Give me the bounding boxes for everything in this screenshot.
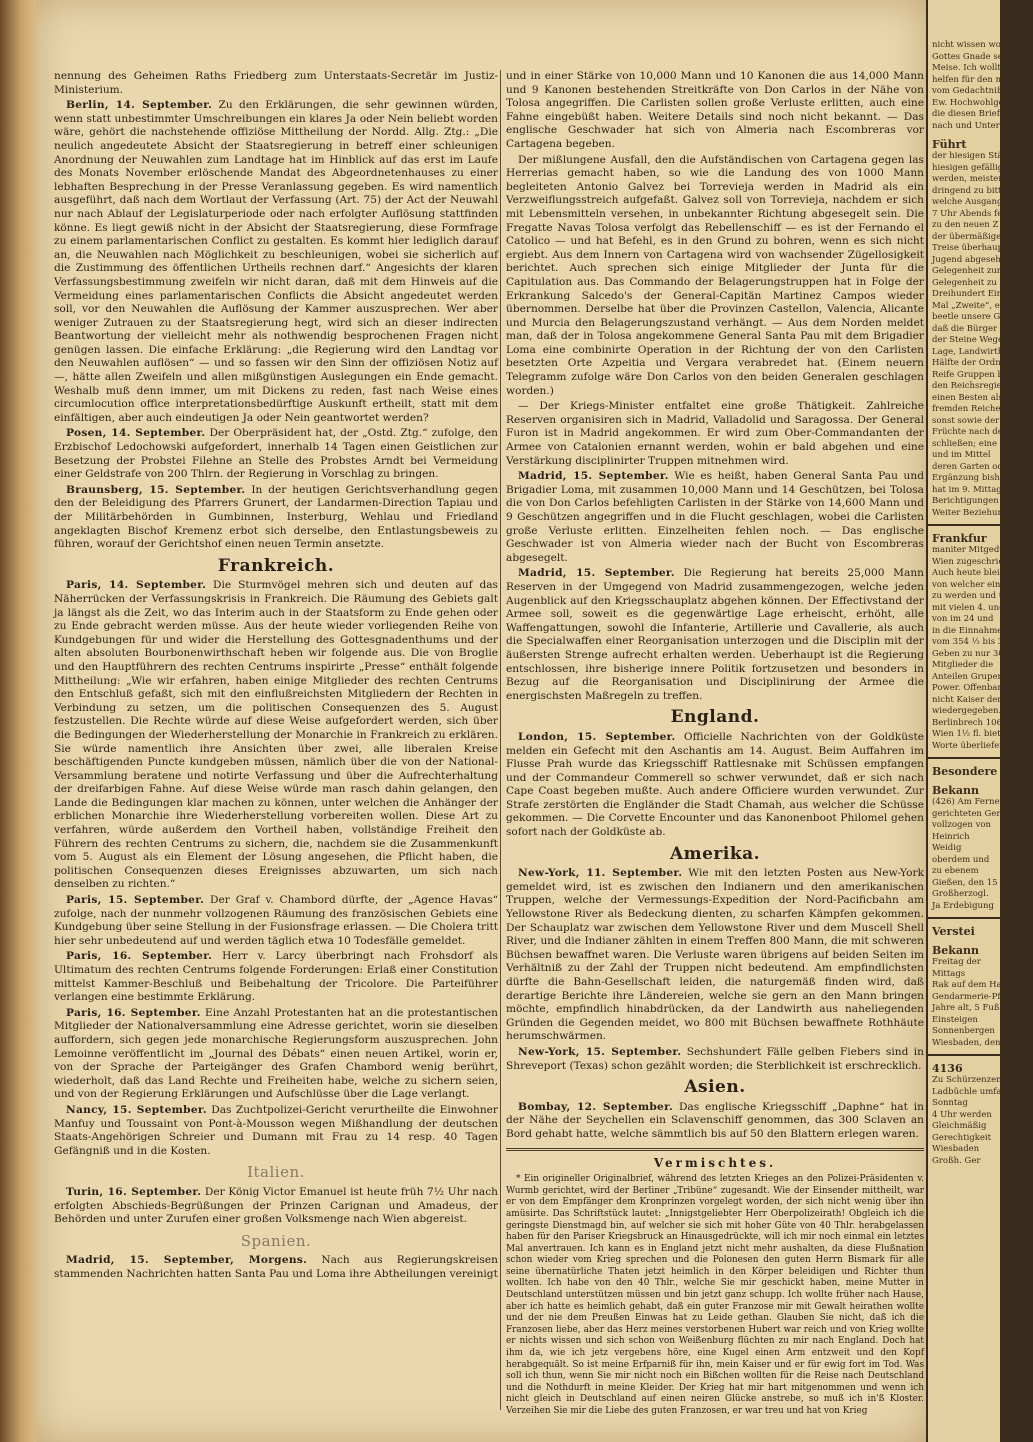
strip-text-line: und im Mittel (932, 450, 991, 460)
strip-text-line: maniter Mitgedüng (932, 545, 1016, 555)
strip-text-line: Gießen, den 15 (932, 877, 998, 888)
strip-text-line: einen Besten als (932, 392, 1003, 403)
strip-heading: Bekann (932, 944, 980, 957)
strip-text-line: Ew. Hochwohlgebo (932, 97, 1015, 108)
strip-heading: Besondere B (932, 765, 1011, 778)
strip-text-line: Jahre alt, 5 Fuß (932, 1003, 1000, 1013)
strip-text-line: Mittags (932, 968, 966, 979)
strip-text-line: Großh. Ger (932, 1155, 981, 1166)
article-berlin (54, 99, 498, 425)
article-text: Nach aus Regierungskreisen stammenden Nachrichten hatten Santa Pau und Loma ihre Abtheilungen vereinigt (54, 1254, 499, 1280)
strip-text-line: Wiesbaden, den (932, 1037, 1001, 1048)
article-new-york (506, 1046, 924, 1073)
article-madrid (506, 470, 924, 565)
article-turin (54, 1186, 498, 1227)
dateline: Paris, 16. September. (66, 950, 213, 963)
article-text: Das englische Kriegsschiff „Daphne“ hat in der Nähe der Seychellen ein Sclavenschiff genommen, das 300 Sclaven an Bord gehabt hatte, welche sämmtlich bis auf 50 den Blattern erlegen waren. (506, 1100, 924, 1140)
strip-text-line: fremden Reiches (932, 404, 1005, 414)
article-paris (54, 1007, 498, 1102)
strip-text-line: Jugend abgesehen (932, 254, 1012, 265)
article-text: Officielle Nachrichten von der Goldküste melden ein Gefecht mit den Aschantis am 14. August. Beim Auffahren im Flusse Prah wurde das Kriegsschiff Rattlesnake mit Schüssen empfangen und der Commandeur Commerell so schwer verwundet, daß er sich nach Cape Coast begeben mußte. Auch andere Officiere wurden verwundet. Zur Strafe zerstörten die Engländer die Stadt Chamah, aus welcher die Schüsse gekommen. — Die Corvette Encounter und das Kanonenboot Philomel gehen sofort nach der Goldküste ab. (506, 730, 924, 839)
dateline: Madrid, 15. September, Morgens. (66, 1254, 308, 1267)
strip-text-line: wiedergegeben. Von (932, 706, 1020, 716)
strip-text-line: von im 24 und (932, 614, 994, 624)
strip-text-line: Sonnenbergen (932, 1026, 995, 1036)
strip-text-line: zu ebenem (932, 866, 979, 876)
section-heading-italien: Italien. (247, 1163, 305, 1182)
adjacent-page-strip (928, 0, 1033, 1442)
strip-text-line: Geben zu nur 30 und (932, 648, 1023, 659)
strip-text-line: welche Ausgang (932, 197, 1003, 207)
strip-text-line: Anteilen Grupen (932, 671, 1003, 682)
article-nancy (54, 1104, 498, 1158)
strip-text-line: nicht Kaiser den Be (932, 694, 1017, 705)
strip-text-line: nicht wissen wol (932, 40, 1004, 50)
strip-text-line: vollzogen von (932, 820, 991, 830)
strip-text-line: Gendarmerie-Pfer (932, 991, 1010, 1002)
article-braunsberg (54, 484, 498, 552)
dateline: London, 15. September. (518, 730, 676, 743)
section-heading-vermischtes: Vermischtes. (653, 1155, 777, 1170)
section-heading-amerika: Amerika. (669, 843, 761, 864)
section-heading-frankreich: Frankreich. (217, 555, 335, 576)
strip-text-line: Weidig (932, 843, 962, 853)
strip-text-line: daß die Bürger (932, 323, 998, 334)
strip-heading: Bekann (932, 784, 980, 797)
book-spine-edge (0, 0, 36, 1442)
strip-text-line: Wien 1½ fl. bieten (932, 729, 1012, 739)
strip-text-line: Ja Erdebigung (932, 900, 994, 911)
strip-text-line: Rak auf dem Hau (932, 980, 1008, 990)
strip-text-line: 4 Uhr werden (932, 1109, 992, 1120)
article-text: In der heutigen Gerichtsverhandlung gegen den der Beleidigung des Pfarrers Grunert, der Landarmen-Direction Tapiau und der Militärbehörden in Gumbinnen, Insterburg, Wehlau und Friedland angeklagten Bischof Kremenz erbot sich derselbe, den Entlastungsbeweis zu führen, worauf der Gerichtshof einen neuen Termin ansetzte. (54, 483, 498, 551)
article-paris (54, 579, 498, 892)
strip-text-line: (426) Am Ferner (932, 797, 1004, 807)
strip-heading: Führt (932, 138, 967, 151)
article-text: Der Graf v. Chambord dürfte, der „Agence Havas“ zufolge, nach der nunmehr vollzogenen Räumung des französischen Gebiets eine Kundgebung über seine Stellung in der Fusionsfrage erlassen. — Die Cholera tritt hier sehr unbedeutend auf und werden täglich etwa 10 Todesfälle gemeldet. (54, 894, 499, 947)
strip-text-line: Gelegenheit zur (932, 266, 1001, 276)
strip-text-line: der Steine Wege (932, 335, 1003, 345)
column-divider (500, 70, 501, 1410)
strip-divider (928, 524, 1000, 526)
section-divider (506, 1148, 924, 1151)
article-text: Wie es heißt, haben General Santa Pau und Brigadier Loma, mit zusammen 10,000 Mann und 14 Geschützen, bei Tolosa die von Don Carlos befehligten Carlisten in der Stärke von 14,600 Mann und 9 Geschützen angegriffen und in die Flucht geschlagen, wobei die Carlisten große Verluste erlitten. Einzelheiten fehlen noch. — Das englische Geschwader ist von Almeria wieder nach der Bucht von Escombreras abgesegelt. (506, 470, 924, 564)
strip-text-line: Zu Schürzenzen (932, 1075, 1002, 1085)
strip-divider (928, 917, 1000, 919)
dateline: Paris, 14. September. (66, 579, 207, 592)
article-continuation: nennung des Geheimen Raths Friedberg zum Unterstaats-Secretär im Justiz-Ministerium. (54, 70, 498, 96)
article-text: Die Regierung hat bereits 25,000 Mann Reserven in der Umgegend von Madrid zusammengezogen, welche jeden Augenblick auf den Kriegsschauplatz abgehen können. Der Effectivstand der Armee soll, soweit es die gegenwärtige Lage erheischt, erhöht, alle Waffengattungen, sowohl die Infanterie, Artillerie und Cavallerie, als auch die Specialwaffen einer Reorganisation unterzogen und die Disciplin mit der äußersten Strenge aufrecht erhalten werden. Ueberhaupt ist die Regierung entschlossen, ihre bisherige innere Politik fortzusetzen und besonders in Bezug auf die Reorganisation und Disciplinirung der Armee die energischsten Maßregeln zu treffen. (506, 567, 924, 702)
strip-text-line: hiesigen gefälliges (932, 162, 1013, 173)
article-text: Wie mit den letzten Posten aus New-York gemeldet wird, ist es zwischen den Indianern und den amerikanischen Truppen, welche der Vermessungs-Expedition der Nord-Pacificbahn am Yellowstone River als Bedeckung dienten, zu scharfen Kämpfen gekommen. Der Schauplatz war zwischen dem Yellowstone River und dem Muscell Shell River, und die Indianer zählten in einem Treffen 800 Mann, die mit schweren Büchsen bewaffnet waren. Die Verluste waren übrigens auf beiden Seiten im Verhältniß zu der Zahl der Truppen nicht bedeutend. Am empfindlichsten dürfte die Bahn-Gesellschaft leiden, die naturgemäß finden wird, daß derartige Berichte ihre Ländereien, welche sie gern an den Mann bringen möchte, empfindlich hinabdrücken, da der Landwirth aus naheliegenden Gründen die Gegenden meidet, wo 800 mit Büchsen bewaffnete Rothhäute herumschwärmen. (506, 867, 924, 1043)
article-text: Sechshundert Fälle gelben Fiebers sind in Shreveport (Texas) schon gezählt worden; die Sterblichkeit ist erschrecklich. (506, 1045, 924, 1072)
article-text: Der Oberpräsident hat, der „Ostd. Ztg.“ zufolge, den Erzbischof Ledochowski aufgefordert, innerhalb 14 Tagen einen Geistlichen zur Besetzung der Probstei Filehne an Stelle des Probstes Arndt bei Vermeidung einer Geldstrafe von 200 Thlrn. der Regierung in Vorschlag zu bringen. (54, 427, 499, 481)
article-text: * Ein origineller Originalbrief, während des letzten Krieges an den Polizei-Präsidenten v. Wurmb gerichtet, wird der Berliner „Tribüne“ zugesandt. Wie der Einsender mittheilt, war er von dem Empfänger dem Kronprinzen vorgelegt worden, der sich nicht wenig über ihn amüsirte. Das Schriftstück lautet: „Innigstgeliebter Herr Oberpolizeirath! Obgleich ich die geringste Dienstmagd bin, auf welcher sie sich mit hoher Güte von 40 Thlr. herabgelassen haben für den Pariser Kriegsbruck an Hinausgedrückte, will ich mir noch einmal ein letztes Mal anvertrauen. Ich kann es in England jetzt nicht mehr aushalten, da diese Flußnation schon wieder vom Krieg sprechen und die Polonesen den guten Herrn Bismark für alle seine übernatürliche Thaten jetzt heimlich in den Körper beleidigen und Richter thun wollten. Ich habe von den 40 Thlr., welche Sie mir geschickt haben, meine Mutter in Deutschland unterstützen müssen und bin jetzt ganz schupp. Ich wollte früher nach Hause, aber ich hatte es heimlich gehabt, daß ein guter Franzose mir mit Gewalt heirathen wollte und der nie dem Preußen Einwas hat zu Leide gethan. Glauben Sie nicht, daß ich die Franzosen liebe, aber das Herz meines verstorbenen Hubert war reich und von Krieg wollte er nichts wissen und sich schon von Weißenburg flüchten zu mir nach England. Doch hat ihm da, wie ich jetz vergebens höre, eine Kugel einen Arm entzweit und den Kopf herabgequält. So ist meine Erfparniß für ihn, mein Kaiser und er für ewig fort im Tod. Was soll ich thun, wenn Sie mir nicht noch ein Bißchen wollten für die Reise nach Deutschland und die Nothdurft in meine Kleider. Der Krieg hat mir hart mitgenommen und wenn ich nicht gleich in Deutschland auf einen neiren Glücke anstrebe, so muß ich in'ß Kloster. Verzeihen Sie mir die Liebe des guten Franzosen, er war treu und hat von Krieg (506, 1174, 924, 1416)
strip-text-line: Großherzogl. (932, 889, 989, 899)
strip-text-line: gerichteten Gerichts (932, 808, 1022, 819)
strip-text-line: zu werden und über (932, 591, 1019, 601)
article-cartagena: Der mißlungene Ausfall, den die Aufständischen von Cartagena gegen las Herrerias gemacht haben, so wie die Landung des von 1000 Mann begleiteten Antonio Galvez bei Torrevieja werden in Madrid als ein Verzweiflungsstreich aufgefaßt. Galvez soll von Torrevieja, nachdem er sich mit Lebensmitteln versehen, in unbekannter Richtung abgesegelt sein. Die Fregatte Navas Tolosa verfolgt das Rebellenschiff — es ist der Fernando el Catolico — und hat Befehl, es in den Grund zu bohren, wenn es sich nicht ergiebt. Aus dem Innern von Cartagena wird von wachsender Zügellosigkeit berichtet. Auch sprechen sich einige Mitglieder der Junta für die Capitulation aus. Das Commando der Belagerungstruppen hat in Folge der Erkrankung Salcedo's der General-Capitän Martinez Campos wieder übernommen. Derselbe hat über die Provinzen Castellon, Valencia, Alicante und Murcia den Belagerungszustand verhängt. — Aus dem Norden meldet man, daß der in Tolosa angekommene General Santa Pau mit dem Brigadier Loma eine combinirte Operation in der Richtung der von den Carlisten besetzten Orte Azpeitia und Vergara verabredet hat. (Einem neuern Telegramm zufolge wäre Don Carlos von den beiden Generalen geschlagen worden.) (506, 153, 924, 397)
article-text: Eine Anzahl Protestanten hat an die protestantischen Mitglieder der Nationalversammlung eine Adresse gerichtet, worin sie dieselben auffordern, sich gegen jede monarchische Regierungsform auszusprechen. John Lemoinne veröffentlicht im „Journal des Débats“ einen neuen Artikel, worin er, von der Sprache der Parteigänger des Grafen Chambord wenig berührt, wiederholt, daß das Land Rechte und Freiheiten habe, welche zu sichern seien, und von der Regierung Erklärungen und Aufschlüsse über die Lage verlangt. (54, 1006, 499, 1101)
dateline: Braunsberg, 15. September. (66, 483, 246, 496)
left-column (54, 70, 498, 1430)
strip-text-line: schließen; eine Periode (932, 438, 1033, 449)
strip-text-line: den Reichsregierung (932, 381, 1023, 391)
strip-text-line: Ladbüchle umfasste (932, 1086, 1019, 1097)
strip-text-line: Berichtigungen devo (932, 496, 1022, 506)
strip-text-line: in die Einnahmeben (932, 625, 1019, 636)
strip-text-line: Heinrich (932, 831, 970, 842)
strip-text-line: deren Garten oder (932, 461, 1012, 472)
strip-text-line: Power. Offenbar (932, 683, 1002, 693)
strip-text-line: Worte überliefert (932, 740, 1007, 751)
strip-text-line: Gelegenheit zu bedie (932, 277, 1024, 288)
article-madrid (54, 1254, 498, 1281)
strip-heading: Verstei (932, 925, 975, 938)
strip-text-line: zu den neuen Z (932, 220, 999, 230)
strip-text-line: Gottes Gnade se (932, 51, 1003, 62)
strip-text-line: Berlinbrech 106 (932, 717, 1002, 728)
dateline: Madrid, 15. September. (518, 567, 675, 580)
strip-text-line: Treise überhaupt (932, 243, 1007, 253)
strip-text-line: Mitglieder die (932, 660, 994, 670)
newspaper-page (36, 0, 926, 1442)
strip-text-line: Mal „Zweite“, ehr (932, 300, 1010, 311)
strip-text-line: Ergänzung bisher (932, 473, 1009, 483)
section-heading-asien: Asien. (684, 1077, 746, 1098)
strip-text-line: Dreihundert Einwo (932, 289, 1015, 299)
article-paris (54, 894, 498, 948)
dateline: Nancy, 15. September. (66, 1103, 207, 1116)
article-kriegsminister: — Der Kriegs-Minister entfaltet eine große Thätigkeit. Zahlreiche Reserven organisiren sich in Madrid, Valladolid und Saragossa. Der General Furon ist in Madrid angekommen. Er wird zum Ober-Commandanten der Armee von Catalonien ernannt werden, wohin er bald abgehen und eine Verstärkung disciplinirter Truppen mitnehmen wird. (506, 400, 924, 467)
dateline: New-York, 11. September. (518, 867, 683, 880)
article-continuation: und in einer Stärke von 10,000 Mann und 10 Kanonen die aus 14,000 Mann und 9 Kanonen bestehenden Streitkräfte von Don Carlos in der Nähe von Tolosa angegriffen. Die Carlisten sollen große Verluste erlitten, auch eine Fahne eingebüßt haben. Weitere Details sind noch nicht bekannt. — Das englische Geschwader hat sich von Almeria nach Escombreras vor Cartagena begeben. (506, 70, 924, 150)
dateline: Madrid, 15. September. (518, 470, 669, 483)
strip-divider (928, 757, 1000, 759)
article-bombay (506, 1101, 924, 1142)
strip-text-line: hat im 9. Mittags (932, 484, 1007, 495)
strip-text-line: Gleichmäßig (932, 1121, 987, 1131)
strip-spacer (928, 0, 1000, 40)
dateline: Paris, 16. September. (66, 1006, 201, 1019)
strip-text-line: Einsteigen (932, 1014, 978, 1025)
strip-text-line: Wien zugeschrieben (932, 556, 1020, 567)
strip-text-line: Wiesbaden (932, 1144, 980, 1154)
strip-text-line: beetle unsere Gere (932, 312, 1015, 322)
strip-text-line: Meise. Ich wollte (932, 63, 1006, 73)
strip-text-line: Reife Gruppen be (932, 369, 1008, 380)
strip-text-line: vom 354 ½ bis 355 (932, 637, 1014, 647)
strip-divider (928, 1054, 1000, 1056)
section-heading-spanien: Spanien. (240, 1231, 312, 1250)
strip-text-line: Hälfte der Ordnun (932, 358, 1012, 368)
strip-text-line: werden, meistens (932, 174, 1009, 184)
strip-text-line: von welcher einige (932, 579, 1014, 590)
dateline: Paris, 15. September. (66, 894, 205, 907)
article-paris (54, 950, 498, 1004)
strip-text-line: Lage, Landwirthsch (932, 346, 1018, 357)
strip-text-line: nach und Unterth (932, 120, 1009, 131)
dateline: Turin, 16. September. (66, 1185, 202, 1198)
right-column (506, 70, 924, 1430)
strip-text-line: die diesen Brief (932, 109, 1000, 119)
article-text: Herr v. Larcy überbringt nach Frohsdorf als Ultimatum des rechten Centrums folgende Forderungen: Erlaß einer Constitution mittelst Kammer-Beschluß und Beibehaltung der Tricolore. Die Parteiführer verlangen eine bestimmte Erklärung. (54, 950, 498, 1004)
dateline: Posen, 14. September. (66, 427, 206, 440)
strip-text-line: Sonntag (932, 1098, 968, 1108)
article-london (506, 731, 924, 840)
article-new-york (506, 867, 924, 1044)
article-text: Die Sturmvögel mehren sich und deuten auf das Näherrücken der Verfassungskrisis in Frankreich. Die Räumung des Gebiets galt ja längst als die Zeit, wo das Interim auch in der Staatsform zu Ende gehen oder zu Ende gebracht werden müsse. Aus der heute wieder vorliegenden Reihe von Kundgebungen für und wider die Herstellung des Gottesgnadenthums und der alten absoluten Bourbonenwirthschaft heben wir folgende aus. Die von Broglie und den Hauptführern des rechten Centrums inspirirte „Presse“ enthält folgende Mittheilung: „Wie wir erfahren, haben einige Mitglieder des rechten Centrums den Entschluß gefaßt, sich mit den einflußreichsten Mitgliedern der Rechten in Verbindung zu setzen, um die politischen Consequenzen des 5. August festzustellen. Die Rechte würde auf diese Weise aufgefordert werden, sich über die Bedingungen der Wiederherstellung der Monarchie in Frankreich zu erklären. Sie würde namentlich ihre Ansichten über zwei, alle liberalen Kreise beschäftigenden Puncte kundgeben müssen, nämlich über die von der National-Versammlung beratene und notirte Verfassung und über die Aufrechterhaltung der dreifarbigen Fahne. Auf diese Weise würde man rasch dahin gelangen, den Lande die Bedingungen klar machen zu können, unter welchen die Anhänger der erblichen Monarchie ihre Wiederherstellung vorbereiten wollen. Diese Art zu verfahren, würde außerdem den Vortheil haben, vollständige Freiheit den Führern des rechten Centrums zu sichern, die, nachdem sie die Zusammenkunft vom 5. August als ein Element der Lösung angesehen, die Pflicht haben, die politischen Consequenzen dieses Ereignisses abzuwarten, um sich nach denselben zu richten.“ (54, 579, 498, 891)
strip-text-line: der hiesigen Städt (932, 151, 1012, 161)
strip-text-line: oberdem und (932, 854, 990, 865)
article-text: Das Zuchtpolizei-Gericht verurtheilte die Einwohner Manfuy und Toussaint von Pont-à-Mousson wegen Mißhandlung der deutschen Staats-Angehörigen Schreier und Dumann mit Frau zu 14 resp. 40 Tagen Gefängniß und in die Kosten. (54, 1103, 498, 1157)
strip-heading: Frankfur (932, 532, 987, 545)
strip-text-line: der übermäßigen (932, 231, 1007, 242)
strip-text-line: Auch heute bleibt bei (932, 568, 1025, 578)
article-madrid (506, 567, 924, 703)
strip-text-line: 7 Uhr Abends fe (932, 208, 1003, 219)
strip-text-line: Früchte nach der (932, 427, 1007, 437)
vermischtes-block (506, 1174, 924, 1417)
strip-text-line: Weiter Beziehungen (932, 507, 1019, 518)
strip-text-line: dringend zu bitten (932, 185, 1012, 196)
article-text: Zu den Erklärungen, die sehr gewinnen würden, wenn statt unbestimmter Umschreibungen ein klares Ja oder Nein beliebt worden wäre, gehört die nachstehende offiziöse Mittheilung der Nordd. Allg. Ztg.: „Die neulich angedeutete Absicht der Staatsregierung in betreff einer schleunigen Anordnung der Neuwahlen zum Landtage hat im Hinblick auf das erst im Laufe des Monats November erlöschende Mandat des Abgeordnetenhauses zu einer lebhaften Besprechung in der Presse Veranlassung gegeben. Es wird namentlich ausgeführt, daß nach dem Wortlaut der Verfassung (Art. 75) der Act der Neuwahl nur nach Ablauf der Legislaturperiode oder nach erfolgter Auflösung stattfinden könne. Es liegt gewiß nicht in der Absicht der Staatsregierung, diese Formfrage zu einem parlamentarischen Conflict zu gestalten. Es kommt hier lediglich darauf an, die Neuwahlen nach Möglichkeit zu beschleunigen, wobei sie sicherlich auf die Zustimmung des öffentlichen Urtheils rechnen darf.“ Angesichts der klaren Verfassungsbestimmung zweifeln wir nicht daran, daß mit dem Hinweis auf die Vermeidung eines parlamentarischen Conflicts die Absicht angedeutet werden soll, vor den Neuwahlen die Auflösung der Kammer auszusprechen. Wer aber weniger Zutrauen zu der Staatsregierung hegt, wird sich an dieser indirecten Beantwortung der vielleicht mehr als nothwendig besprochenen Fragen nicht genügen lassen. Die einfache Erklärung: „die Regierung wird den Landtag vor den Neuwahlen auflösen“ — und so fassen wir den Sinn der offiziösen Notiz auf —, hätte allen Zweifeln und allen mißgünstigen Auslegungen ein Ende gemacht. Weshalb muß denn immer, um mit Dickens zu reden, fast nach Weise eines circumlocution office interpretationsbedürftige Auskunft ertheilt, statt mit dem einfältigen, aber auch eindeutigen Ja oder Nein geantwortet werden? (54, 99, 499, 424)
dateline: New-York, 15. September. (518, 1045, 682, 1058)
strip-text-line: vom Gedachtniß (932, 86, 1003, 96)
dateline: Berlin, 14. September. (66, 99, 213, 112)
article-text: Der König Victor Emanuel ist heute früh 7½ Uhr nach erfolgten Abschieds-Begrüßungen der Prinzen Carignan und Amadeus, der Behörden und unter Zurufen einer großen Volksmenge nach Wien abgereist. (54, 1185, 499, 1226)
strip-heading: 4136 (932, 1062, 963, 1075)
strip-text-line: helfen für den mi (932, 74, 1007, 85)
strip-text-line: sonst sowie der (932, 415, 1000, 426)
section-heading-england: England. (670, 707, 760, 728)
dateline: Bombay, 12. September. (518, 1100, 673, 1113)
strip-text-line: Freitag der (932, 957, 981, 967)
article-posen (54, 427, 498, 481)
strip-text-line: Gerechtigkeit (932, 1132, 992, 1143)
strip-text-line: mit vielen 4. und (932, 602, 1005, 613)
